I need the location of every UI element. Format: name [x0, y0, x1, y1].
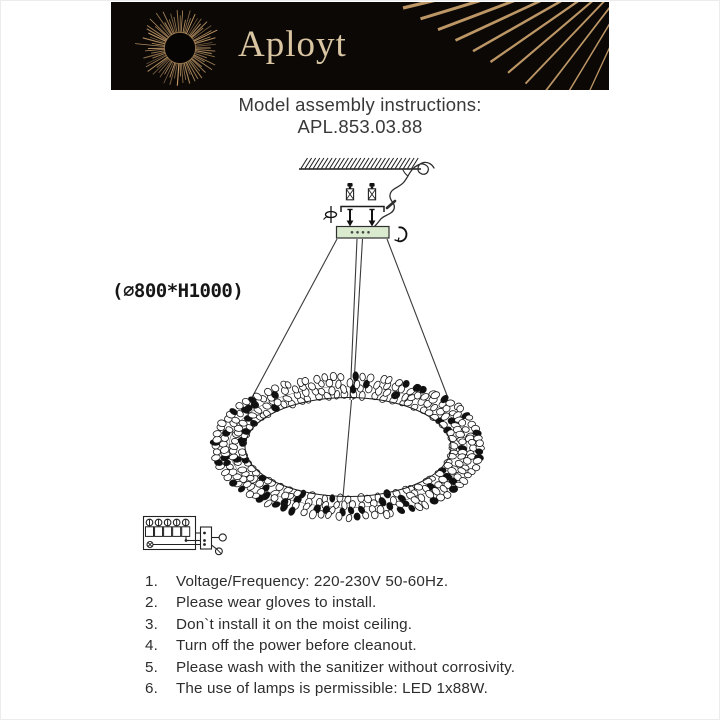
- instruction-text: Voltage/Frequency: 220-230V 50-60Hz.: [176, 573, 449, 590]
- rotate-icon-left: [324, 206, 337, 223]
- anchor-screws: [346, 183, 375, 200]
- instruction-item: [145, 614, 615, 635]
- instruction-item: [145, 592, 615, 613]
- instruction-text: The use of lamps is permissible: LED 1x88W.: [176, 680, 489, 698]
- instruction-item: [145, 571, 615, 592]
- dimension-label: (∅800*H1000): [112, 280, 244, 302]
- ceiling-hatch: [299, 158, 421, 169]
- instructions-list: [145, 571, 615, 699]
- instruction-number: 5.: [145, 658, 158, 676]
- page-title: Model assembly instructions:: [238, 94, 482, 115]
- instruction-number: 1.: [145, 573, 158, 590]
- terminal-block-diagram: [144, 517, 227, 555]
- brand-name: Aployt: [238, 24, 347, 65]
- canopy: [337, 227, 390, 239]
- instruction-item: [145, 657, 615, 678]
- instruction-item: [145, 635, 615, 656]
- instruction-text: Don`t install it on the moist ceiling.: [176, 615, 413, 633]
- rotate-icon-right: [395, 227, 407, 241]
- instruction-text: Please wear gloves to install.: [176, 594, 377, 612]
- instruction-text: Please wash with the sanitizer without corrosivity.: [176, 658, 516, 676]
- install-down-arrows: [347, 210, 376, 227]
- model-number: APL.853.03.88: [297, 115, 423, 137]
- instruction-number: 3.: [145, 615, 158, 633]
- instruction-text: Turn off the power before cleanout.: [176, 637, 417, 655]
- instruction-item: [145, 678, 615, 699]
- instruction-number: 6.: [145, 680, 158, 698]
- suspension-cables: [249, 239, 448, 497]
- power-wire: [374, 162, 434, 227]
- instruction-number: 2.: [145, 594, 158, 612]
- instruction-number: 4.: [145, 637, 158, 655]
